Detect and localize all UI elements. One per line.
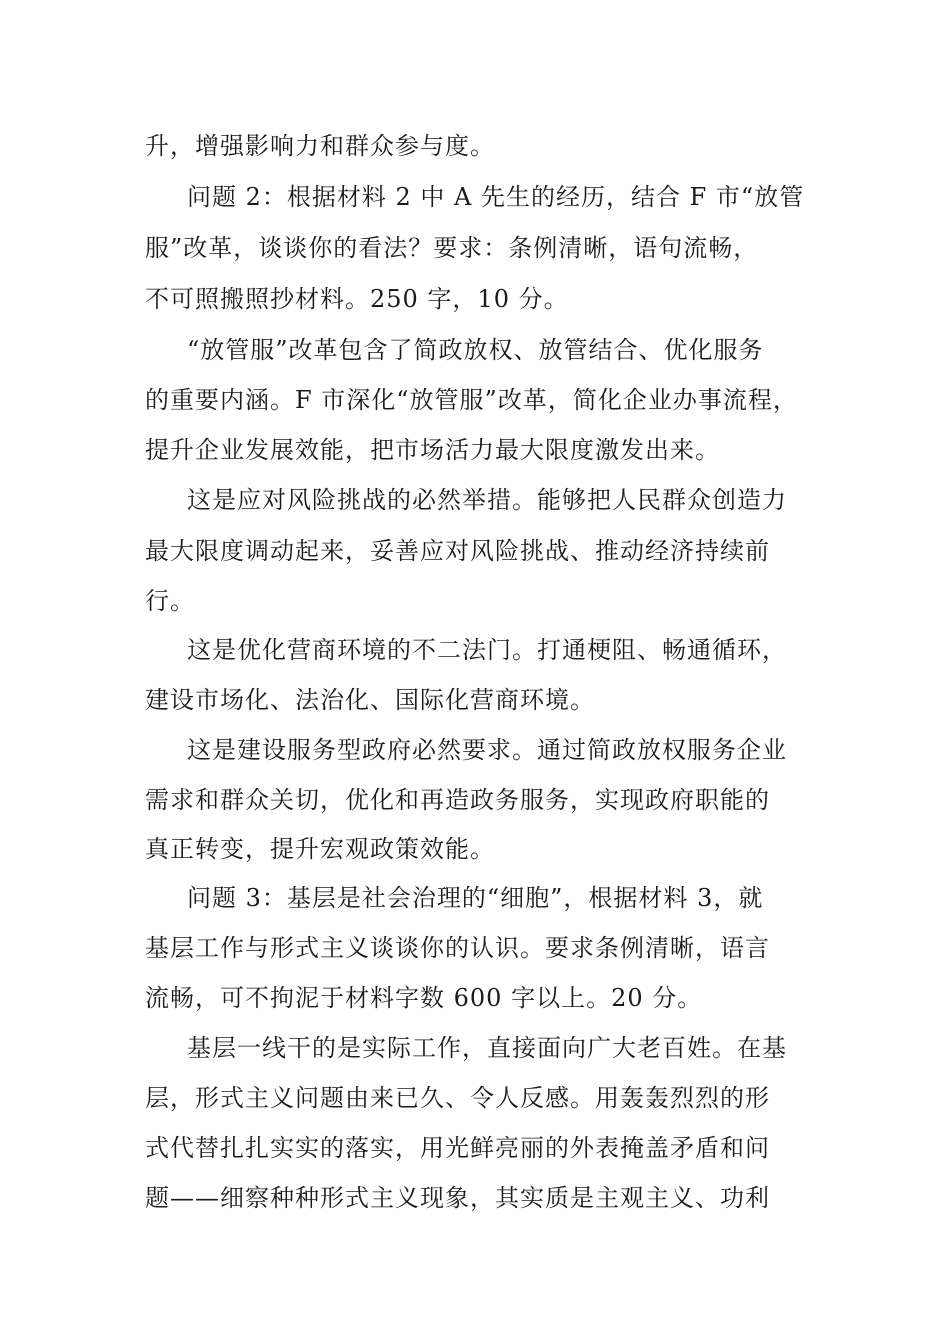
text-line: 式代替扎扎实实的落实，用光鲜亮丽的外表掩盖矛盾和问 [145,1134,770,1162]
text-line: 服”改革，谈谈你的看法？要求：条例清晰，语句流畅， [145,234,759,262]
text-line: 最大限度调动起来，妥善应对风险挑战、推动经济持续前 [145,537,770,565]
text-line: 基层工作与形式主义谈谈你的认识。要求条例清晰，语言 [145,934,770,962]
text-line: 建设市场化、法治化、国际化营商环境。 [145,686,595,714]
question-2-line: 问题 2：根据材料 2 中 A 先生的经历，结合 F 市“放管 [187,183,805,211]
paragraph-start-line: 这是应对风险挑战的必然举措。能够把人民群众创造力 [187,486,787,514]
paragraph-start-line: 基层一线干的是实际工作，直接面向广大老百姓。在基 [187,1034,787,1062]
paragraph-start-line: 这是建设服务型政府必然要求。通过简政放权服务企业 [187,736,787,764]
text-line: 层，形式主义问题由来已久、令人反感。用轰轰烈烈的形 [145,1084,770,1112]
text-line: 升，增强影响力和群众参与度。 [145,132,495,160]
text-line: 流畅，可不拘泥于材料字数 600 字以上。20 分。 [145,984,703,1012]
text-line: 真正转变，提升宏观政策效能。 [145,835,495,863]
text-line: 需求和群众关切，优化和再造政务服务，实现政府职能的 [145,786,770,814]
question-3-line: 问题 3：基层是社会治理的“细胞”，根据材料 3，就 [187,884,764,912]
paragraph-start-line: 这是优化营商环境的不二法门。打通梗阻、畅通循环， [187,636,787,664]
text-line: 行。 [145,587,195,615]
text-line: 题——细察种种形式主义现象，其实质是主观主义、功利 [145,1184,770,1212]
paragraph-start-line: “放管服”改革包含了简政放权、放管结合、优化服务 [187,336,764,364]
text-line: 提升企业发展效能，把市场活力最大限度激发出来。 [145,436,720,464]
text-line: 的重要内涵。F 市深化“放管服”改革，简化企业办事流程， [145,386,798,414]
text-line: 不可照搬照抄材料。250 字，10 分。 [145,285,569,313]
